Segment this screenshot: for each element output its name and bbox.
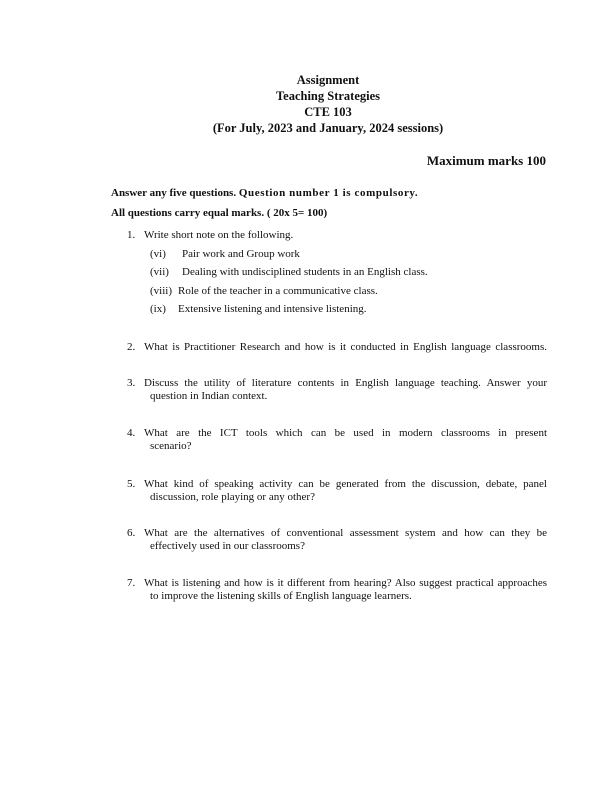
question-text: What kind of speaking activity can be generated from the discussion, debate, panel — [144, 478, 547, 490]
question-text: What are the ICT tools which can be used in modern classrooms in present — [144, 427, 547, 439]
question-text-continued: to improve the listening skills of English language learners. — [150, 590, 412, 602]
question-number: 3. — [127, 377, 136, 389]
question-text-continued: discussion, role playing or any other? — [150, 491, 315, 503]
instruction-choice: Answer any five questions. — [111, 187, 237, 199]
subpart-text: Role of the teacher in a communicative class. — [178, 285, 378, 297]
question-text: What is Practitioner Research and how is it conducted in English language classrooms. — [144, 341, 547, 353]
instruction-line-1 — [111, 183, 418, 203]
question-number: 5. — [127, 478, 136, 490]
question-number: 1. — [127, 229, 136, 241]
subpart-vii — [150, 266, 428, 278]
subpart-numeral: (vi) — [150, 248, 166, 260]
subpart-ix — [150, 303, 367, 315]
question-7 — [127, 577, 547, 603]
subpart-numeral: (viii) — [150, 285, 172, 297]
maximum-marks: Maximum marks 100 — [426, 153, 546, 168]
question-4 — [127, 427, 547, 453]
question-2 — [127, 341, 547, 354]
question-number: 7. — [127, 577, 136, 589]
question-text-continued: question in Indian context. — [150, 390, 268, 402]
subpart-numeral: (vii) — [150, 266, 169, 278]
subpart-viii — [150, 285, 378, 297]
question-5 — [127, 478, 547, 504]
subpart-numeral: (ix) — [150, 303, 166, 315]
question-text: Write short note on the following. — [144, 229, 294, 241]
question-text: Discuss the utility of literature contents in English language teaching. Answer your — [144, 377, 547, 389]
instruction-line-2: All questions carry equal marks. ( 20x 5= 100) — [111, 207, 328, 219]
document-header — [0, 72, 612, 136]
question-number: 2. — [127, 341, 136, 353]
question-number: 6. — [127, 527, 136, 539]
subpart-text: Dealing with undisciplined students in an English class. — [182, 266, 428, 278]
question-3 — [127, 377, 547, 403]
question-text: What is listening and how is it different from hearing? Also suggest practical approaches — [144, 577, 547, 589]
document-title: Assignment — [296, 73, 360, 87]
subpart-text: Pair work and Group work — [182, 248, 300, 260]
instructions — [111, 183, 418, 223]
question-text-continued: effectively used in our classrooms? — [150, 540, 305, 552]
instruction-compulsory: Question number 1 is compulsory. — [238, 187, 419, 199]
question-1 — [127, 229, 547, 242]
course-code: CTE 103 — [304, 105, 352, 119]
subject-title: Teaching Strategies — [275, 89, 381, 103]
subpart-text: Extensive listening and intensive listening. — [178, 303, 367, 315]
question-number: 4. — [127, 427, 136, 439]
sessions-line: (For July, 2023 and January, 2024 sessions) — [212, 121, 444, 135]
question-6 — [127, 527, 547, 553]
question-text: What are the alternatives of conventional assessment system and how can they be — [144, 527, 547, 539]
subpart-vi — [150, 248, 300, 260]
question-text-continued: scenario? — [150, 440, 192, 452]
